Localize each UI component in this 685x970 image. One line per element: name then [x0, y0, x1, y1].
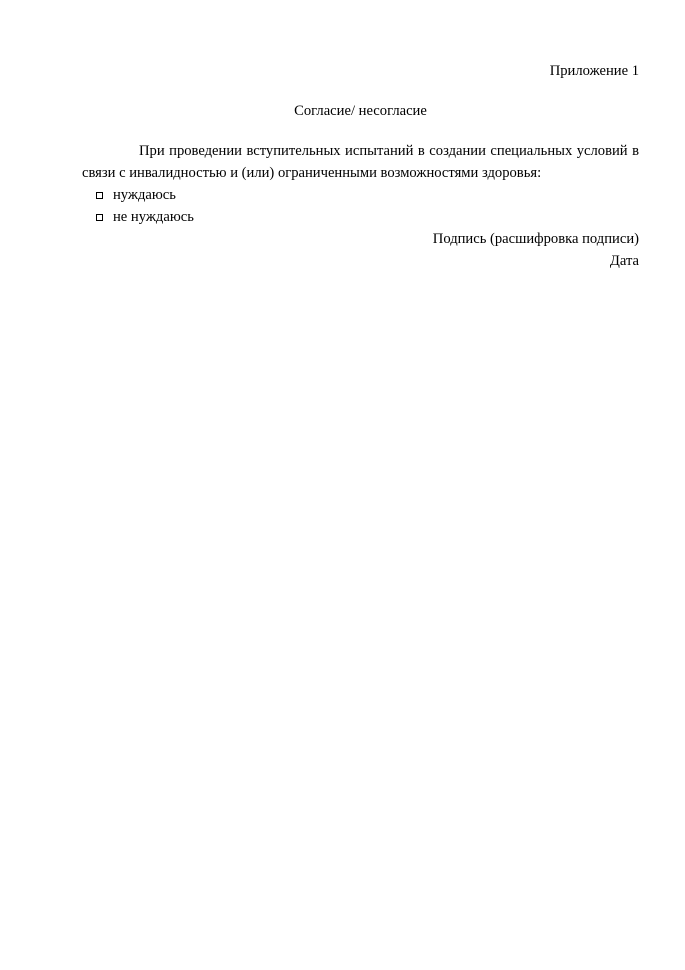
option-not-needs — [82, 206, 639, 228]
appendix-label: Приложение 1 — [549, 63, 639, 79]
document-page — [82, 60, 639, 272]
document-title: Согласие/ несогласие — [294, 103, 427, 119]
date-label: Дата — [609, 253, 639, 269]
checkbox-not-needs[interactable] — [96, 214, 103, 221]
option-needs-label: нуждаюсь — [113, 187, 176, 203]
checkbox-needs[interactable] — [96, 192, 103, 199]
body-paragraph: При проведении вступительных испытаний в создании специальных условий в связи с инвалидностью и (или) ограниченными возможностями здоровья: — [82, 143, 639, 181]
signature-label: Подпись (расшифровка подписи) — [432, 231, 639, 247]
option-needs — [82, 184, 639, 206]
options-list — [82, 184, 639, 228]
option-not-needs-label: не нуждаюсь — [113, 209, 194, 225]
